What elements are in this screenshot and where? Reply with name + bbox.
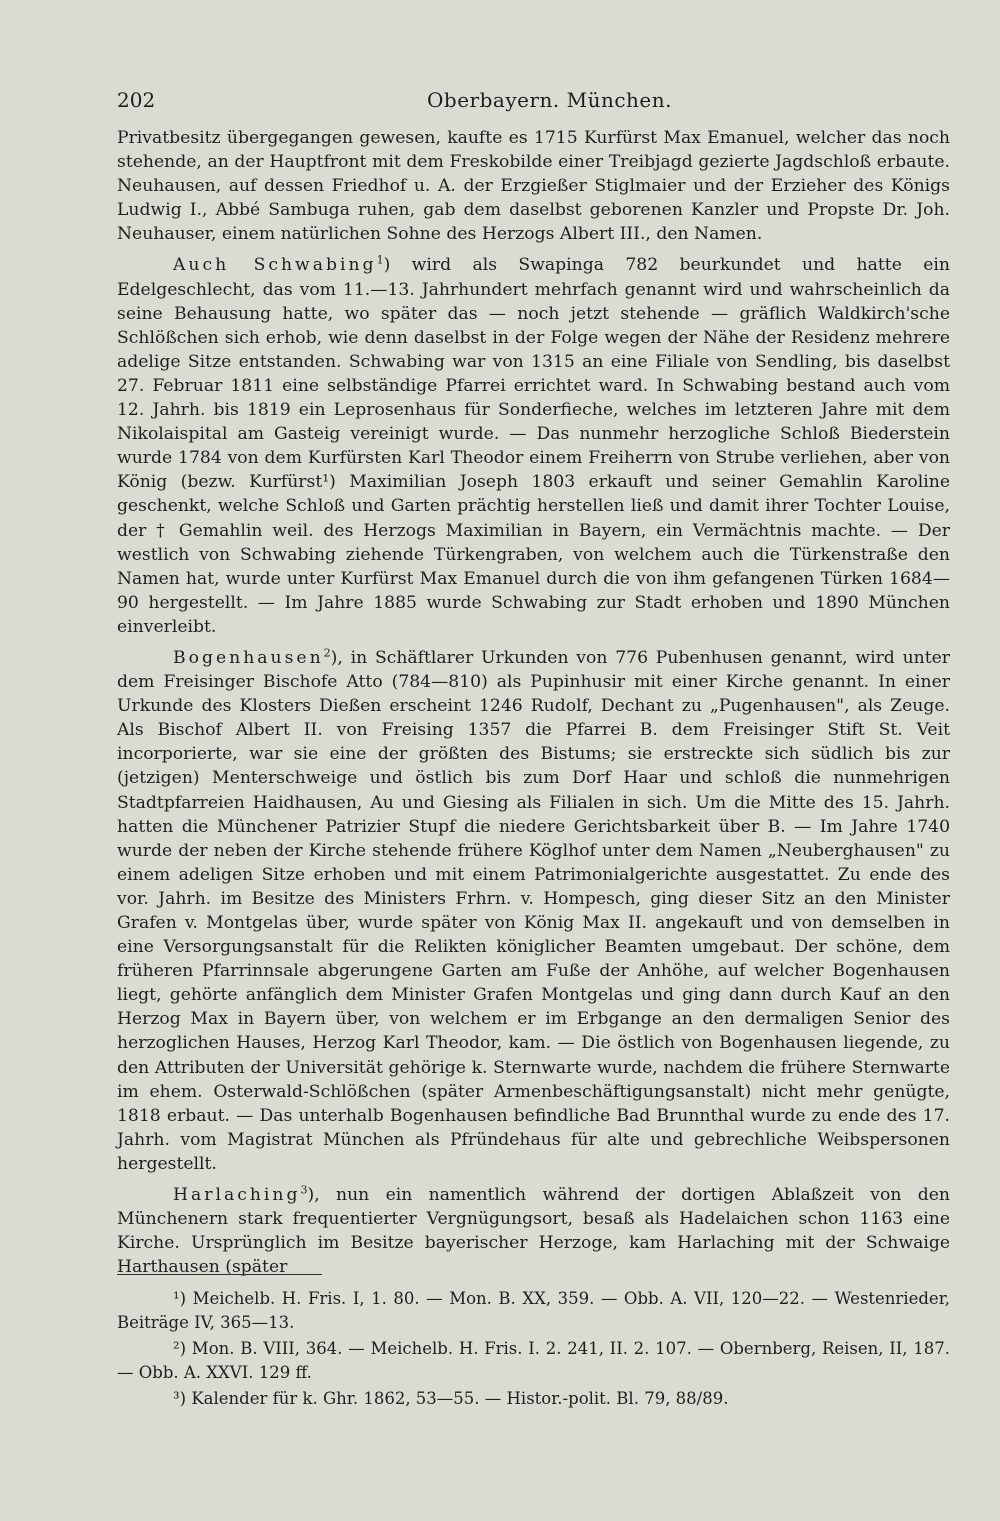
- footnote: [117, 1287, 950, 1335]
- footnote-marker: ²): [173, 1339, 187, 1358]
- section-lead: Auch Schwabing: [173, 255, 377, 276]
- page-header: [117, 88, 950, 118]
- footnote-divider: [117, 1274, 322, 1275]
- paragraph-schwabing: Auch Schwabing$^1$) wird als Swapinga 782 beurkundet und hatte ein Edelgeschlecht, das vom 11.—13. Jahrhundert mehrfach genannt wird und wahrscheinlich da seine Behausung hatte, wo später das — noch jetzt stehende — gräflich Waldkirch'sche Schlößchen sich erhob, wie denn daselbst in der Folge wegen der Nähe der Residenz mehrere adelige Sitze entstanden. Schwabing war von 1315 an eine Filiale von Sendling, bis daselbst 27. Februar 1811 eine selbständige Pfarrei errichtet ward. In Schwabing bestand auch vom 12. Jahrh. bis 1819 ein Leprosenhaus für Sonderfieche, welches im letzteren Jahre mit dem Nikolaispital am Gasteig vereinigt wurde. — Das nunmehr herzogliche Schloß Biederstein wurde 1784 von dem Kurfürsten Karl Theodor einem Freiherrn von Strube verliehen, aber von König (bezw. Kurfürst¹) Maximilian Joseph 1803 erkauft und seiner Gemahlin Karoline geschenkt, welche Schloß und Garten prächtig herstellen ließ und damit ihrer Tochter Louise, der † Gemahlin weil. des Herzogs Maximilian in Bayern, ein Vermächtnis machte. — Der westlich von Schwabing ziehende Türkengraben, von welchem auch die Türkenstraße den Namen hat, wurde unter Kurfürst Max Emanuel durch die von ihm gefangenen Türken 1684—90 hergestellt. — Im Jahre 1885 wurde Schwabing zur Stadt erhoben und 1890 München einverleibt.: [117, 253, 950, 637]
- section-lead: Harlaching: [173, 1185, 301, 1206]
- paragraph-text: wird als Swapinga 782 beurkundet und hatte ein Edelgeschlecht, das vom 11.—13. Jahrhundert mehrfach genannt wird und wahrscheinlich da seine Behausung hatte, wo später das — noch jetzt stehende — gräflich Waldkirch'sche Schlößchen sich erhob, wie denn daselbst in der Folge wegen der Nähe der Residenz mehrere adelige Sitze entstanden. Schwabing war von 1315 an eine Filiale von Sendling, bis daselbst 27. Februar 1811 eine selbständige Pfarrei errichtet ward. In Schwabing bestand auch vom 12. Jahrh. bis 1819 ein Leprosenhaus für Sonderfieche, welches im letzteren Jahre mit dem Nikolaispital am Gasteig vereinigt wurde. — Das nunmehr herzogliche Schloß Biederstein wurde 1784 von dem Kurfürsten Karl Theodor einem Freiherrn von Strube verliehen, aber von König (bezw. Kurfürst¹) Maximilian Joseph 1803 erkauft und seiner Gemahlin Karoline geschenkt, welche Schloß und Garten prächtig herstellen ließ und damit ihrer Tochter Louise, der † Gemahlin weil. des Herzogs Maximilian in Bayern, ein Vermächtnis machte. — Der westlich von Schwabing ziehende Türkengraben, von welchem auch die Türkenstraße den Namen hat, wurde unter Kurfürst Max Emanuel durch die von ihm gefangenen Türken 1684—90 hergestellt. — Im Jahre 1885 wurde Schwabing zur Stadt erhoben und 1890 München einverleibt.: [117, 255, 950, 637]
- paragraph-text: Privatbesitz übergegangen gewesen, kaufte es 1715 Kurfürst Max Emanuel, welcher das noch stehende, an der Hauptfront mit dem Freskobilde einer Treibjagd gezierte Jagdschloß erbaute. Neuhausen, auf dessen Friedhof u. A. der Erzgießer Stiglmaier und der Erzieher des Königs Ludwig I., Abbé Sambuga ruhen, gab dem daselbst geborenen Kanzler und Propste Dr. Joh. Neuhauser, einem natürlichen Sohne des Herzogs Albert III., den Namen.: [117, 128, 950, 245]
- footnote: [117, 1387, 950, 1411]
- footnote: [117, 1337, 950, 1385]
- paragraph-neuhausen: [117, 126, 950, 246]
- body-text: [117, 126, 950, 1286]
- footnote-text: Kalender für k. Ghr. 1862, 53—55. — Histor.-polit. Bl. 79, 88/89.: [191, 1389, 729, 1408]
- footnote-ref: 2: [323, 646, 331, 660]
- paragraph-bogenhausen: Bogenhausen$^2$), in Schäftlarer Urkunden von 776 Pubenhusen genannt, wird unter dem Freisinger Bischofe Atto (784—810) als Pupinhusir mit einer Kirche genannt. In einer Urkunde des Klosters Dießen erscheint 1246 Rudolf, Dechant zu „Pugenhausen", als Zeuge. Als Bischof Albert II. von Freising 1357 die Pfarrei B. dem Freisinger Stift St. Veit incorporierte, war sie eine der größten des Bistums; sie erstreckte sich südlich bis zur (jetzigen) Menterschweige und östlich bis zum Dorf Haar und schloß die nunmehrigen Stadtpfarreien Haidhausen, Au und Giesing als Filialen in sich. Um die Mitte des 15. Jahrh. hatten die Münchener Patrizier Stupf die niedere Gerichtsbarkeit über B. — Im Jahre 1740 wurde der neben der Kirche stehende frühere Köglhof unter dem Namen „Neuberghausen" zu einem adeligen Sitze erhoben und mit einem Patrimonialgerichte ausgestattet. Zu ende des vor. Jahrh. im Besitze des Ministers Frhrn. v. Hompesch, ging dieser Sitz an den Minister Grafen v. Montgelas über, wurde später von König Max II. angekauft und von demselben in eine Versorgungsanstalt für die Relikten königlicher Beamten umgebaut. Der schöne, dem früheren Pfarrinnsale abgerungene Garten am Fuße der Anhöhe, auf welcher Bogenhausen liegt, gehörte anfänglich dem Minister Grafen Montgelas und ging dann durch Kauf an den Herzog Max in Bayern über, von welchem er im Erbgange an den dermaligen Senior des herzoglichen Hauses, Herzog Karl Theodor, kam. — Die östlich von Bogenhausen liegende, zu den Attributen der Universität gehörige k. Sternwarte wurde, nachdem die frühere Sternwarte im ehem. Osterwald-Schlößchen (später Armenbeschäftigungsanstalt) nicht mehr genügte, 1818 erbaut. — Das unterhalb Bogenhausen befindliche Bad Brunnthal wurde zu ende des 17. Jahrh. vom Magistrat München als Pfründehaus für alte und gebrechliche Weibspersonen hergestellt.: [117, 646, 950, 1174]
- paragraph-harlaching: Harlaching$^3$), nun ein namentlich während der dortigen Ablaßzeit von den Münchenern stark frequentierter Vergnügungsort, besaß als Hadelaichen schon 1163 eine Kirche. Ursprünglich im Besitze bayerischer Herzoge, kam Harlaching mit der Schwaige Harthausen (später: [117, 1183, 950, 1278]
- footnote-text: Meichelb. H. Fris. I, 1. 80. — Mon. B. XX, 359. — Obb. A. VII, 120—22. — Westenrieder, Beiträge IV, 365—13.: [117, 1289, 951, 1332]
- running-title: Oberbayern. München.: [427, 88, 673, 112]
- paragraph-text: , nun ein namentlich während der dortigen Ablaßzeit von den Münchenern stark frequentierter Vergnügungsort, besaß als Hadelaichen schon 1163 eine Kirche. Ursprünglich im Besitze bayerischer Herzoge, kam Harlaching mit der Schwaige Harthausen (später: [117, 1185, 950, 1278]
- footnote-marker: ³): [173, 1389, 187, 1408]
- footnote-ref: 3: [300, 1183, 308, 1197]
- page-number: 202: [117, 88, 156, 112]
- footnotes: [117, 1287, 950, 1413]
- paragraph-text: , in Schäftlarer Urkunden von 776 Pubenhusen genannt, wird unter dem Freisinger Bischofe Atto (784—810) als Pupinhusir mit einer Kirche genannt. In einer Urkunde des Klosters Dießen erscheint 1246 Rudolf, Dechant zu „Pugenhausen", als Zeuge. Als Bischof Albert II. von Freising 1357 die Pfarrei B. dem Freisinger Stift St. Veit incorporierte, war sie eine der größten des Bistums; sie erstreckte sich südlich bis zur (jetzigen) Menterschweige und östlich bis zum Dorf Haar und schloß die nunmehrigen Stadtpfarreien Haidhausen, Au und Giesing als Filialen in sich. Um die Mitte des 15. Jahrh. hatten die Münchener Patrizier Stupf die niedere Gerichtsbarkeit über B. — Im Jahre 1740 wurde der neben der Kirche stehende frühere Köglhof unter dem Namen „Neuberghausen" zu einem adeligen Sitze erhoben und mit einem Patrimonialgerichte ausgestattet. Zu ende des vor. Jahrh. im Besitze des Ministers Frhrn. v. Hompesch, ging dieser Sitz an den Minister Grafen v. Montgelas über, wurde später von König Max II. angekauft und von demselben in eine Versorgungsanstalt für die Relikten königlicher Beamten umgebaut. Der schöne, dem früheren Pfarrinnsale abgerungene Garten am Fuße der Anhöhe, auf welcher Bogenhausen liegt, gehörte anfänglich dem Minister Grafen Montgelas und ging dann durch Kauf an den Herzog Max in Bayern über, von welchem er im Erbgange an den dermaligen Senior des herzoglichen Hauses, Herzog Karl Theodor, kam. — Die östlich von Bogenhausen liegende, zu den Attributen der Universität gehörige k. Sternwarte wurde, nachdem die frühere Sternwarte im ehem. Osterwald-Schlößchen (später Armenbeschäftigungsanstalt) nicht mehr genügte, 1818 erbaut. — Das unterhalb Bogenhausen befindliche Bad Brunnthal wurde zu ende des 17. Jahrh. vom Magistrat München als Pfründehaus für alte und gebrechliche Weibspersonen hergestellt.: [117, 647, 950, 1174]
- footnote-marker: ¹): [173, 1289, 187, 1308]
- footnote-text: Mon. B. VIII, 364. — Meichelb. H. Fris. I. 2. 241, II. 2. 107. — Obernberg, Reisen, II, 187. — Obb. A. XXVI. 129 ff.: [117, 1339, 950, 1382]
- section-lead: Bogenhausen: [173, 647, 324, 668]
- footnote-ref: 1: [376, 253, 384, 267]
